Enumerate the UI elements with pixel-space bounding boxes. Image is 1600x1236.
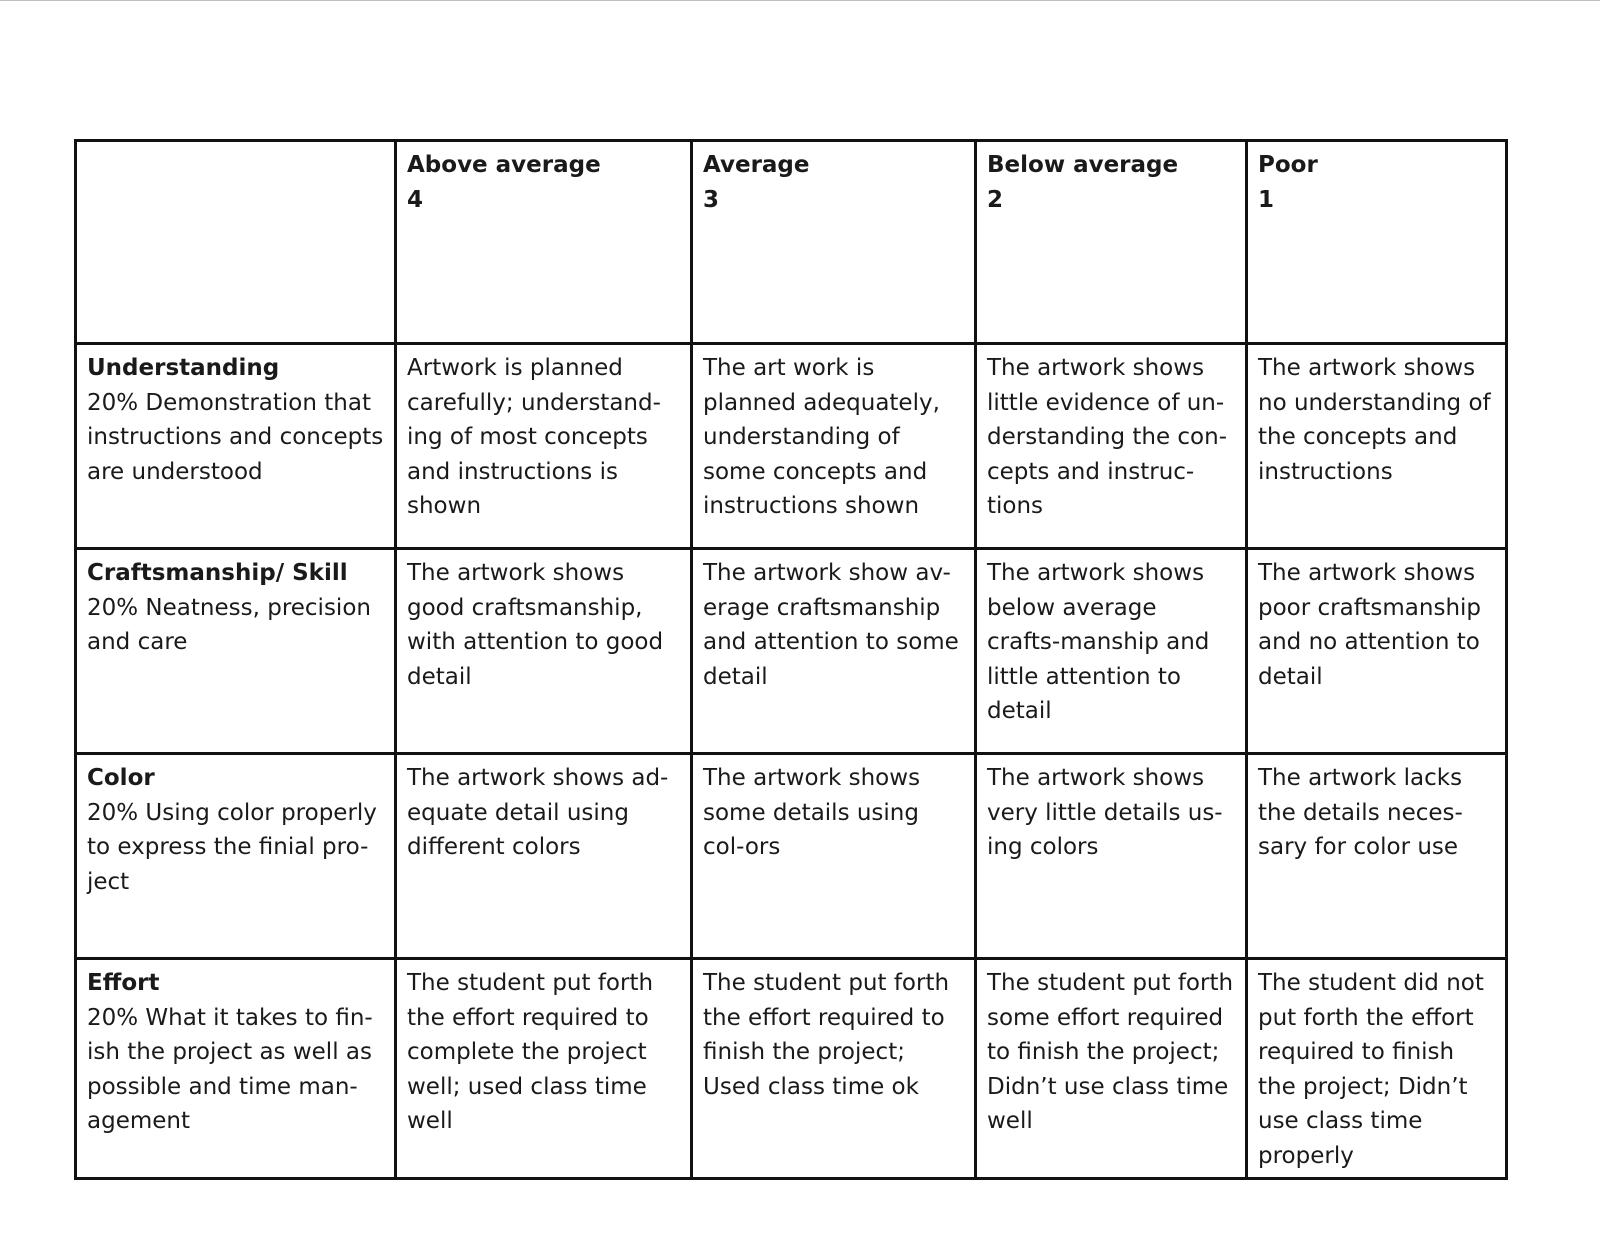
level-score: 3 — [703, 186, 720, 213]
criterion-name: Craftsmanship/ Skill — [87, 560, 348, 586]
header-row — [76, 141, 1507, 344]
rubric-cell-poor: The artwork lacks the details neces-sary for color use — [1247, 754, 1507, 959]
rubric-cell-average: The artwork shows some details using col-ors — [692, 754, 976, 959]
page-top-rule — [0, 0, 1600, 1]
rubric-cell-below-average: The artwork shows very little details us-ing colors — [976, 754, 1247, 959]
level-name: Poor — [1258, 152, 1318, 178]
criterion-description: 20% Using color properly to express the finial pro-ject — [87, 799, 377, 895]
criterion-row-color — [76, 754, 1507, 959]
rubric-cell-poor: The student did not put forth the effort required to finish the project; Didn’t use class time properly — [1247, 959, 1507, 1179]
level-score: 2 — [987, 186, 1004, 213]
criterion-description: 20% Demonstration that instructions and concepts are understood — [87, 389, 384, 485]
criterion-row-effort — [76, 959, 1507, 1179]
criterion-row-craftsmanship — [76, 549, 1507, 754]
criterion-name: Understanding — [87, 355, 280, 381]
corner-cell — [76, 141, 396, 344]
level-name: Average — [703, 152, 810, 178]
criterion-cell — [76, 959, 396, 1179]
rubric-cell-above-average: The artwork shows good craftsmanship, with attention to good detail — [396, 549, 692, 754]
rubric-cell-below-average: The artwork shows little evidence of un-derstanding the con-cepts and instruc-tions — [976, 344, 1247, 549]
level-name: Below average — [987, 152, 1179, 178]
rubric-cell-average: The art work is planned adequately, understanding of some concepts and instructions shown — [692, 344, 976, 549]
rubric-table — [74, 139, 1508, 1180]
rubric-cell-average: The student put forth the effort required to finish the project; Used class time ok — [692, 959, 976, 1179]
rubric-cell-below-average: The student put forth some effort required to finish the project; Didn’t use class time well — [976, 959, 1247, 1179]
level-header-poor — [1247, 141, 1507, 344]
level-header-below-average — [976, 141, 1247, 344]
rubric-cell-above-average: The artwork shows ad-equate detail using different colors — [396, 754, 692, 959]
level-header-average — [692, 141, 976, 344]
level-score: 1 — [1258, 186, 1275, 213]
criterion-row-understanding — [76, 344, 1507, 549]
criterion-cell — [76, 549, 396, 754]
level-score: 4 — [407, 186, 424, 213]
rubric-cell-above-average: Artwork is planned carefully; understand-ing of most concepts and instructions is shown — [396, 344, 692, 549]
rubric-cell-above-average: The student put forth the effort required to complete the project well; used class time well — [396, 959, 692, 1179]
level-header-above-average — [396, 141, 692, 344]
rubric-cell-average: The artwork show av-erage craftsmanship and attention to some detail — [692, 549, 976, 754]
criterion-name: Color — [87, 765, 155, 791]
rubric-cell-poor: The artwork shows no understanding of the concepts and instructions — [1247, 344, 1507, 549]
criterion-description: 20% Neatness, precision and care — [87, 594, 371, 655]
criterion-name: Effort — [87, 970, 160, 996]
criterion-cell — [76, 344, 396, 549]
criterion-description: 20% What it takes to fin-ish the project as well as possible and time man-agement — [87, 1004, 373, 1134]
rubric-cell-below-average: The artwork shows below average crafts-manship and little attention to detail — [976, 549, 1247, 754]
criterion-cell — [76, 754, 396, 959]
rubric-cell-poor: The artwork shows poor craftsmanship and no attention to detail — [1247, 549, 1507, 754]
level-name: Above average — [407, 152, 601, 178]
